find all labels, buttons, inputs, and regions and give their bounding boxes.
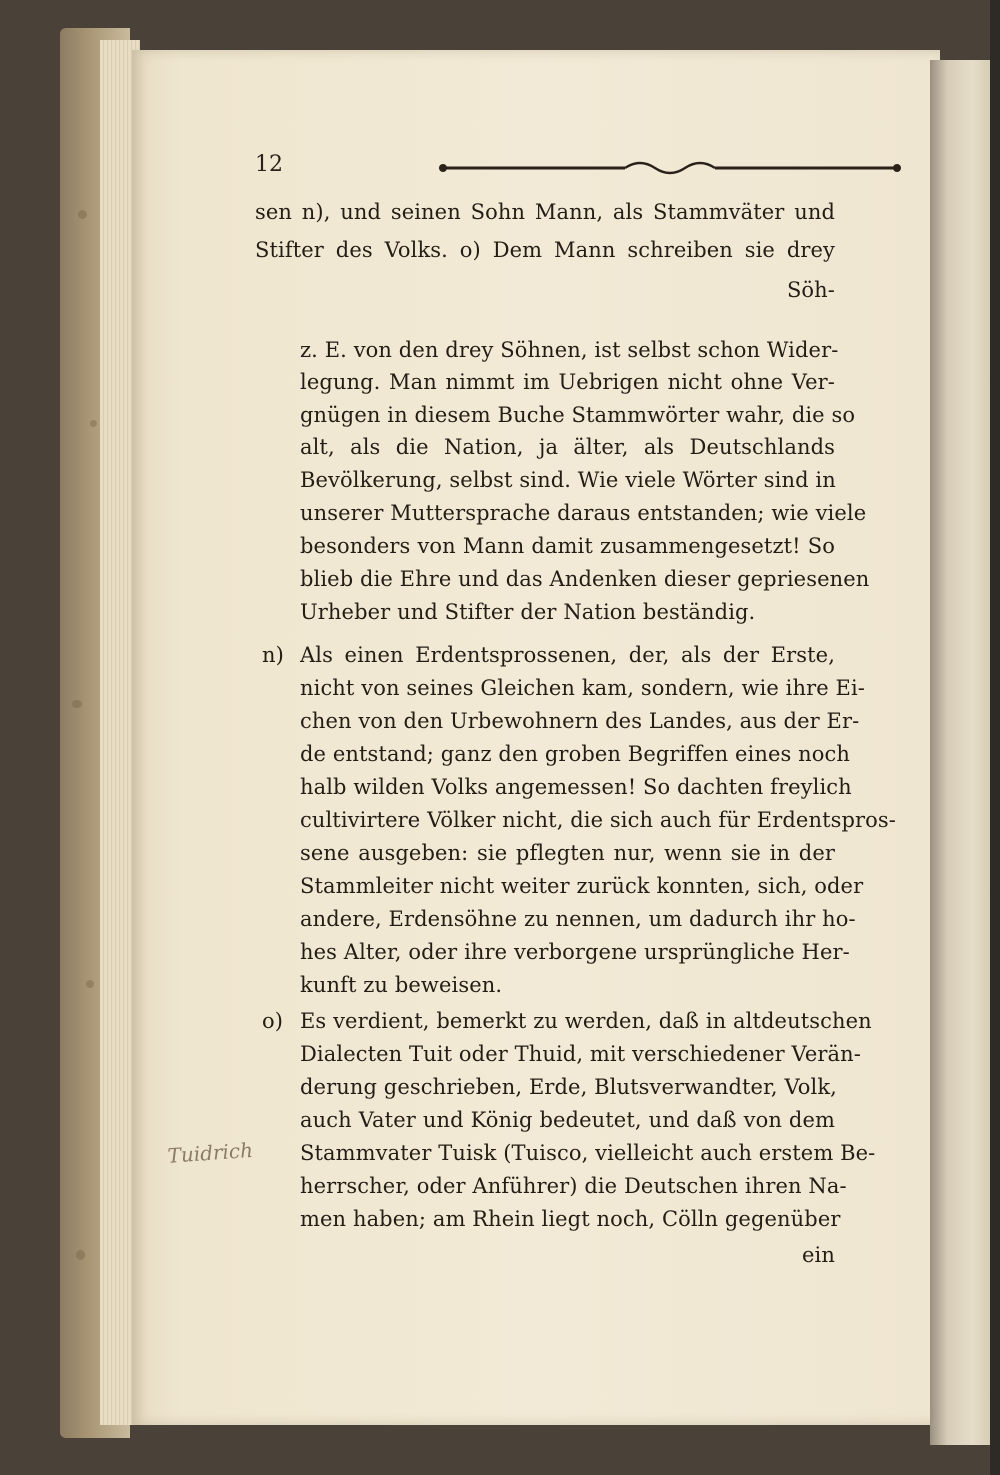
- footnote-line: cultivirtere Völker nicht, die sich auch für Erdentspros-: [300, 808, 896, 832]
- footnote-line: nicht von seines Gleichen kam, sondern, wie ihre Ei-: [300, 676, 865, 700]
- footnote-line: Dialecten Tuit oder Thuid, mit verschiedener Verän-: [300, 1042, 861, 1066]
- text-line: Stifter des Volks. o) Dem Mann schreiben sie drey: [255, 238, 835, 262]
- footnote-line: gnügen in diesem Buche Stammwörter wahr, die so: [300, 403, 856, 427]
- footnote-line: Als einen Erdentsprossenen, der, als der Erste,: [300, 643, 835, 667]
- footnote-line: alt, als die Nation, ja älter, als Deutschlands: [300, 435, 835, 459]
- handwritten-margin-note: Tuidrich: [166, 1137, 254, 1168]
- footnote-line: Stammleiter nicht weiter zurück konnten, sich, oder: [300, 874, 864, 898]
- footnote-line: derung geschrieben, Erde, Blutsverwandter, Volk,: [300, 1075, 837, 1099]
- footnote-line: de entstand; ganz den groben Begriffen eines noch: [300, 742, 851, 766]
- footnote-line: unserer Muttersprache daraus entstanden; wie viele: [300, 501, 867, 525]
- footnote-line: Stammvater Tuisk (Tuisco, vielleicht auch erstem Be-: [300, 1141, 876, 1165]
- footnote-line: Urheber und Stifter der Nation beständig.: [300, 600, 756, 624]
- footnote-line: legung. Man nimmt im Uebrigen nicht ohne Ver-: [300, 370, 835, 394]
- footnote-marker-n: n): [262, 643, 284, 667]
- footnote-line: z. E. von den drey Söhnen, ist selbst schon Wider-: [300, 338, 839, 362]
- footnote-line: besonders von Mann damit zusammengesetzt! So: [300, 534, 835, 558]
- text-line: sen n), und seinen Sohn Mann, als Stammväter und: [255, 200, 835, 224]
- footnote-line: blieb die Ehre und das Andenken dieser gepriesenen: [300, 567, 870, 591]
- footnote-line: Bevölkerung, selbst sind. Wie viele Wörter sind in: [300, 468, 836, 492]
- footnote-line: Es verdient, bemerkt zu werden, daß in altdeutschen: [300, 1009, 872, 1033]
- footnote-line: chen von den Urbewohnern des Landes, aus der Er-: [300, 709, 860, 733]
- footnote-marker-o: o): [262, 1009, 284, 1033]
- footnote-line: auch Vater und König bedeutet, und daß von dem: [300, 1108, 835, 1132]
- footnote-line: kunft zu beweisen.: [300, 973, 503, 997]
- footnote-line: hes Alter, oder ihre verborgene ursprüngliche Her-: [300, 940, 850, 964]
- footnote-line: herrscher, oder Anführer) die Deutschen ihren Na-: [300, 1174, 847, 1198]
- footnote-line: andere, Erdensöhne zu nennen, um dadurch ihr ho-: [300, 907, 856, 931]
- page-number: 12: [255, 152, 283, 177]
- footnote-line: halb wilden Volks angemessen! So dachten freylich: [300, 775, 852, 799]
- catchword: ein: [802, 1243, 835, 1267]
- text-line: Söh-: [786, 278, 835, 302]
- footnote-line: men haben; am Rhein liegt noch, Cölln gegenüber: [300, 1207, 841, 1231]
- footnote-line: sene ausgeben: sie pflegten nur, wenn sie in der: [300, 841, 835, 865]
